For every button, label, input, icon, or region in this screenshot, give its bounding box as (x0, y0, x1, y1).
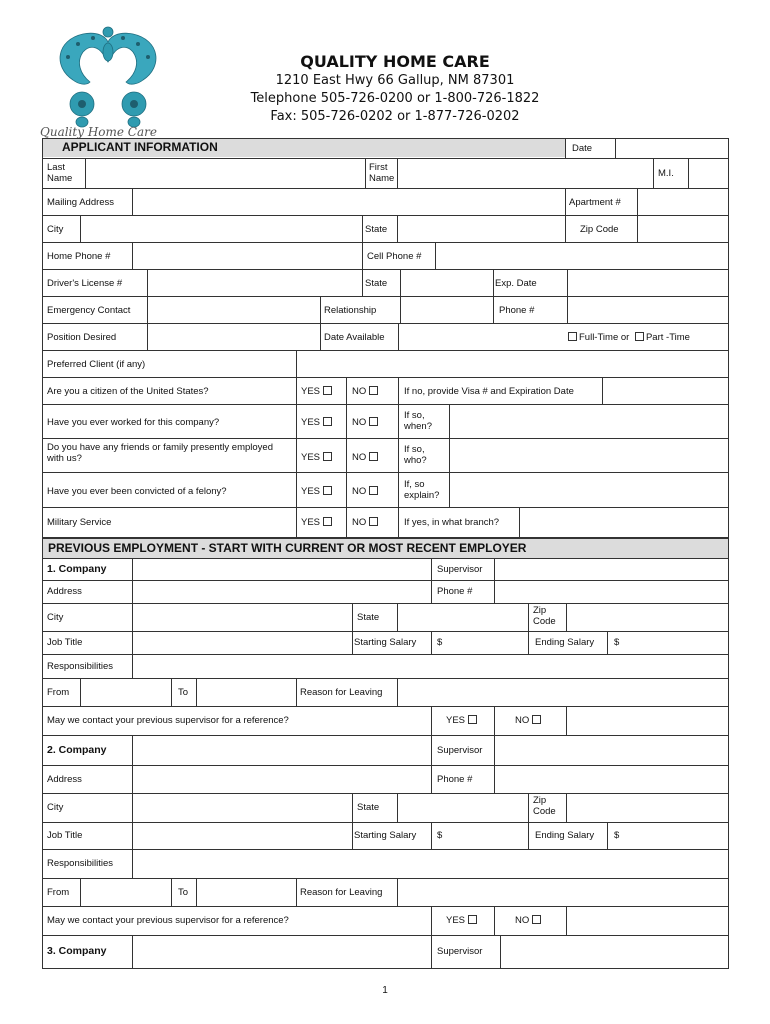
felony-no-checkbox[interactable] (369, 486, 378, 495)
first-name-field[interactable] (398, 159, 653, 188)
responsibilities-label-2: Responsibilities (47, 858, 114, 869)
state-label-1: State (357, 611, 380, 623)
date-label: Date (572, 143, 593, 154)
from-label-2: From (47, 886, 70, 898)
responsibilities-field-1[interactable] (133, 655, 728, 678)
ending-dollar-1: $ (614, 637, 620, 648)
phone-label-1: Phone # (437, 586, 473, 597)
visa-field[interactable] (603, 378, 728, 404)
contact-no-checkbox-2[interactable] (532, 915, 541, 924)
felony-yes-checkbox[interactable] (323, 486, 332, 495)
felony-yes-label: YES (301, 486, 321, 497)
date-field[interactable] (616, 139, 728, 157)
worked-no-label: NO (352, 417, 367, 428)
ending-salary-field-2[interactable] (622, 823, 728, 849)
state-label-2: State (357, 802, 380, 813)
supervisor-field-2[interactable] (495, 736, 728, 765)
contact-question-1: May we contact your previous supervisor for a reference? (47, 715, 289, 726)
supervisor-field-1[interactable] (495, 559, 728, 580)
emergency-phone-label: Phone # (499, 305, 535, 316)
military-label: Military Service (47, 517, 112, 528)
contact-no-label-2: NO (515, 915, 530, 926)
phone-field-2[interactable] (495, 766, 728, 793)
relationship-field[interactable] (401, 297, 493, 323)
city-label: City (47, 224, 64, 235)
address-label-2: Address (47, 773, 82, 785)
contact-yes-checkbox-2[interactable] (468, 915, 477, 924)
mi-field[interactable] (689, 159, 728, 188)
felony-follow-label: If, so explain? (404, 479, 440, 501)
friends-who-field[interactable] (450, 439, 728, 472)
mailing-address-label: Mailing Address (47, 197, 115, 208)
address-field-1[interactable] (133, 581, 431, 603)
company-label-3: 3. Company (47, 945, 107, 957)
company-name-field-3[interactable] (133, 936, 431, 968)
to-field-1[interactable] (197, 679, 296, 706)
citizen-no-checkbox[interactable] (369, 386, 378, 395)
military-yes-label: YES (301, 517, 321, 528)
date-available-field[interactable] (399, 324, 562, 350)
job-title-field-2[interactable] (133, 823, 352, 849)
company-title: QUALITY HOME CARE (300, 52, 490, 71)
mailing-address-field[interactable] (133, 189, 565, 215)
state-field[interactable] (398, 216, 565, 242)
phone-label-2: Phone # (437, 773, 473, 785)
ending-dollar-2: $ (614, 830, 620, 841)
starting-dollar-1: $ (437, 637, 443, 648)
friends-no-checkbox[interactable] (369, 452, 378, 461)
from-field-2[interactable] (81, 879, 171, 906)
starting-salary-field-1[interactable] (445, 632, 528, 654)
company-label-2: 2. Company (47, 743, 107, 756)
zip-label: Zip Code (580, 224, 619, 235)
zip-field-2[interactable] (567, 794, 728, 822)
first-name-label: First Name (369, 162, 395, 184)
job-title-label-1: Job Title (47, 637, 83, 648)
apartment-label: Apartment # (569, 197, 621, 208)
worked-follow-label: If so, when? (404, 410, 432, 432)
military-no-checkbox[interactable] (369, 517, 378, 526)
position-desired-label: Position Desired (47, 332, 117, 343)
exp-date-label: Exp. Date (495, 278, 537, 289)
logo-text: Quality Home Care (40, 125, 157, 139)
felony-explain-field[interactable] (450, 473, 728, 507)
license-state-label: State (365, 278, 388, 289)
military-branch-field[interactable] (520, 508, 728, 537)
citizen-question: Are you a citizen of the United States? (47, 386, 209, 397)
contact-yes-label-1: YES (446, 715, 466, 726)
ending-salary-field-1[interactable] (622, 632, 728, 654)
city-label-1: City (47, 611, 64, 623)
license-state-field[interactable] (401, 270, 493, 296)
company-name-field-1[interactable] (133, 559, 431, 580)
reason-field-1[interactable] (398, 679, 728, 706)
emergency-contact-field[interactable] (148, 297, 320, 323)
cell-phone-field[interactable] (436, 243, 728, 269)
friends-question: Do you have any friends or family presently employed with us? (47, 442, 274, 464)
to-label-2: To (178, 886, 189, 898)
to-label-1: To (178, 686, 189, 698)
page-number: 1 (382, 985, 388, 996)
applicant-section-title: APPLICANT INFORMATION (62, 140, 218, 154)
preferred-client-label: Preferred Client (if any) (47, 359, 146, 370)
felony-no-label: NO (352, 486, 367, 497)
contact-question-2: May we contact your previous supervisor for a reference? (47, 915, 289, 926)
worked-no-checkbox[interactable] (369, 417, 378, 426)
contact-no-checkbox-1[interactable] (532, 715, 541, 724)
job-title-label-2: Job Title (47, 830, 83, 841)
visa-label: If no, provide Visa # and Expiration Date (404, 386, 574, 397)
to-field-2[interactable] (197, 879, 296, 906)
phone-field-1[interactable] (495, 581, 728, 603)
worked-yes-label: YES (301, 417, 321, 428)
reason-label-1: Reason for Leaving (300, 686, 383, 698)
apartment-field[interactable] (638, 189, 728, 215)
address-field-2[interactable] (133, 766, 431, 793)
worked-question: Have you ever worked for this company? (47, 417, 220, 428)
job-title-field-1[interactable] (133, 632, 352, 654)
employment-section-title: PREVIOUS EMPLOYMENT - START WITH CURRENT OR MOST RECENT EMPLOYER (48, 541, 527, 555)
citizen-yes-label: YES (301, 386, 321, 397)
company-telephone: Telephone 505-726-0200 or 1-800-726-1822 (250, 91, 540, 106)
emergency-phone-field[interactable] (568, 297, 728, 323)
contact-yes-checkbox-1[interactable] (468, 715, 477, 724)
company-label-1: 1. Company (47, 562, 107, 575)
drivers-license-label: Driver's License # (47, 278, 123, 289)
felony-question: Have you ever been convicted of a felony? (47, 486, 227, 497)
cell-phone-label: Cell Phone # (367, 251, 422, 262)
supervisor-label-3: Supervisor (437, 946, 483, 957)
contact-no-label-1: NO (515, 715, 530, 726)
state-field-1[interactable] (398, 604, 528, 631)
worked-yes-checkbox[interactable] (323, 417, 332, 426)
zip-label-2: Zip Code (533, 795, 556, 817)
starting-salary-label-2: Starting Salary (354, 830, 417, 841)
exp-date-field[interactable] (568, 270, 728, 296)
worked-when-field[interactable] (450, 405, 728, 438)
address-label-1: Address (47, 586, 82, 597)
drivers-license-field[interactable] (148, 270, 362, 296)
mi-label: M.I. (658, 168, 674, 179)
ending-salary-label-2: Ending Salary (535, 830, 595, 841)
relationship-label: Relationship (324, 305, 377, 316)
last-name-label: Last Name (47, 162, 73, 184)
responsibilities-label-1: Responsibilities (47, 660, 114, 672)
part-time-label: Part -Time (645, 332, 690, 343)
company-name-field-2[interactable] (133, 736, 431, 765)
preferred-client-field[interactable] (297, 351, 728, 377)
zip-field-1[interactable] (567, 604, 728, 631)
friends-follow-label: If so, who? (404, 444, 427, 466)
military-follow-label: If yes, in what branch? (404, 517, 500, 528)
state-field-2[interactable] (398, 794, 528, 822)
last-name-field[interactable] (86, 159, 365, 188)
starting-dollar-2: $ (437, 830, 443, 841)
full-time-label: Full-Time or (579, 332, 630, 343)
city-field-1[interactable] (133, 604, 352, 631)
company-address: 1210 East Hwy 66 Gallup, NM 87301 (275, 73, 515, 88)
military-no-label: NO (352, 517, 367, 528)
friends-no-label: NO (352, 452, 367, 463)
military-yes-checkbox[interactable] (323, 517, 332, 526)
city-label-2: City (47, 802, 64, 813)
position-desired-field[interactable] (148, 324, 320, 350)
city-field[interactable] (81, 216, 362, 242)
reason-field-2[interactable] (398, 879, 728, 906)
home-phone-label: Home Phone # (47, 251, 111, 262)
reason-label-2: Reason for Leaving (300, 886, 383, 898)
supervisor-label-1: Supervisor (437, 563, 483, 575)
zip-field[interactable] (638, 216, 728, 242)
supervisor-field-3[interactable] (501, 936, 728, 968)
starting-salary-label-1: Starting Salary (354, 637, 417, 648)
full-time-checkbox[interactable] (568, 332, 577, 341)
citizen-yes-checkbox[interactable] (323, 386, 332, 395)
part-time-checkbox[interactable] (635, 332, 644, 341)
from-field-1[interactable] (81, 679, 171, 706)
responsibilities-field-2[interactable] (133, 850, 728, 878)
supervisor-label-2: Supervisor (437, 744, 483, 756)
starting-salary-field-2[interactable] (445, 823, 528, 849)
from-label-1: From (47, 686, 70, 698)
company-logo (38, 22, 178, 140)
ending-salary-label-1: Ending Salary (535, 637, 595, 648)
friends-yes-label: YES (301, 452, 321, 463)
friends-yes-checkbox[interactable] (323, 452, 332, 461)
date-available-label: Date Available (324, 332, 385, 343)
city-field-2[interactable] (133, 794, 352, 822)
contact-yes-label-2: YES (446, 915, 466, 926)
citizen-no-label: NO (352, 386, 367, 397)
zip-label-1: Zip Code (533, 605, 556, 627)
home-phone-field[interactable] (133, 243, 362, 269)
company-fax: Fax: 505-726-0202 or 1-877-726-0202 (270, 109, 520, 124)
emergency-contact-label: Emergency Contact (47, 305, 131, 316)
state-label: State (365, 224, 388, 235)
